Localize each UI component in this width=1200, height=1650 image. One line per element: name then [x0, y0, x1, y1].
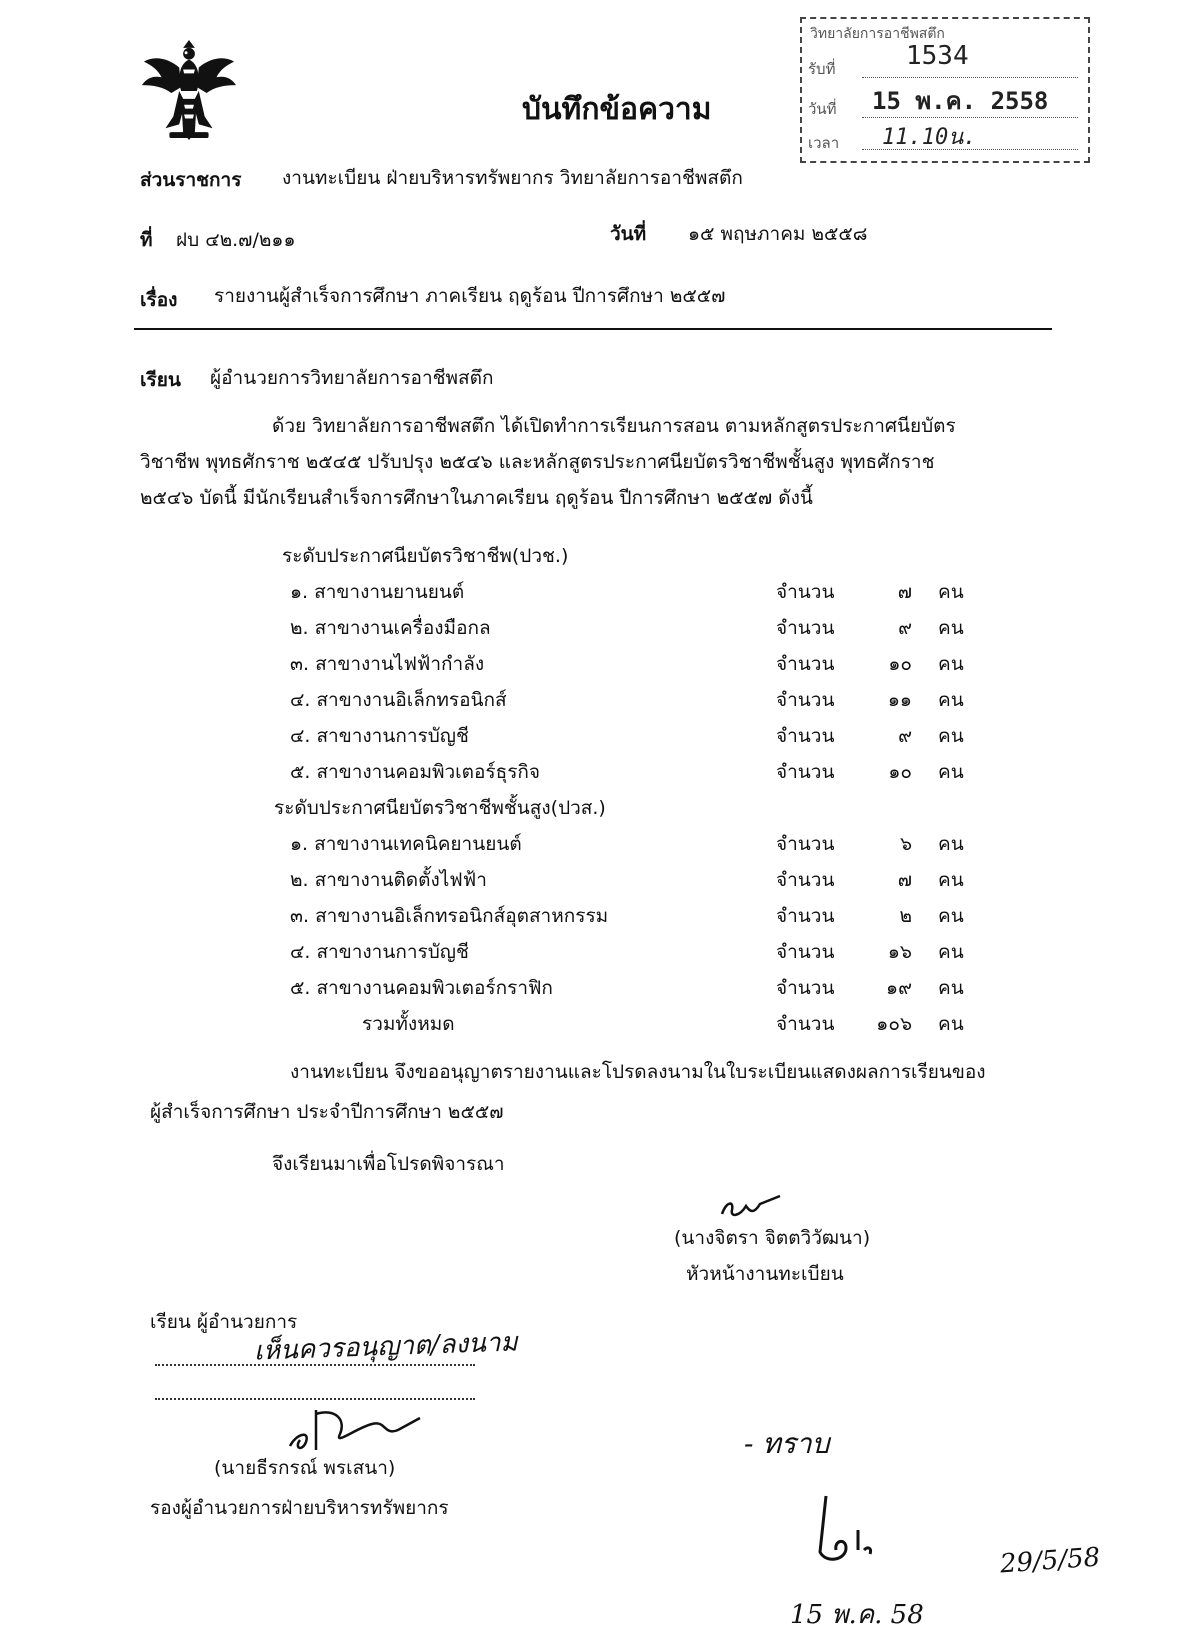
endorse-to: เรียน ผู้อำนวยการ: [150, 1311, 298, 1333]
program-name: ๒. สาขางานติดตั้งไฟฟ้า: [290, 869, 487, 891]
program-name: ๓. สาขางานอิเล็กทรอนิกส์อุตสาหกรรม: [290, 905, 609, 927]
level-heading: ระดับประกาศนียบัตรวิชาชีพ(ปวช.): [282, 545, 569, 567]
date-value: ๑๕ พฤษภาคม ๒๕๕๘: [688, 223, 868, 245]
unit-label: คน: [938, 1013, 964, 1035]
unit-label: คน: [938, 581, 964, 603]
program-count: ๙: [898, 617, 912, 639]
to-value: ผู้อำนวยการวิทยาลัยการอาชีพสตึก: [210, 367, 494, 389]
count-label: จำนวน: [776, 689, 835, 711]
program-count: ๒: [899, 905, 912, 927]
ref-value: ฝบ ๔๒.๗/๒๑๑: [176, 229, 296, 251]
program-count: ๑๖: [887, 941, 912, 963]
program-name: ๕. สาขางานคอมพิวเตอร์ธุรกิจ: [290, 761, 541, 783]
program-name: ๔. สาขางานการบัญชี: [290, 941, 469, 963]
closing-line-2: ผู้สำเร็จการศึกษา ประจำปีการศึกษา ๒๕๕๗: [150, 1101, 504, 1123]
intro-line-2: วิชาชีพ พุทธศักราช ๒๕๔๕ ปรับปรุง ๒๕๔๖ และหลักสูตรประกาศนียบัตรวิชาชีพชั้นสูง พุทธศักราช: [140, 451, 935, 473]
total-label: รวมทั้งหมด: [362, 1013, 455, 1035]
received-stamp: [800, 17, 1090, 163]
program-name: ๔. สาขางานการบัญชี: [290, 725, 469, 747]
intro-line-3: ๒๕๔๖ บัดนี้ มีนักเรียนสำเร็จการศึกษาในภาคเรียน ฤดูร้อน ปีการศึกษา ๒๕๕๗ ดังนี้: [140, 487, 813, 509]
program-count: ๑๙: [886, 977, 912, 999]
program-count: ๑๐: [888, 653, 912, 675]
unit-label: คน: [938, 761, 964, 783]
intro-line-1: ด้วย วิทยาลัยการอาชีพสตึก ได้เปิดทำการเรียนการสอน ตามหลักสูตรประกาศนียบัตร: [272, 415, 956, 437]
stamp-time-label: เวลา: [808, 134, 840, 152]
program-name: ๔. สาขางานอิเล็กทรอนิกส์: [290, 689, 507, 711]
closing-line-3: จึงเรียนมาเพื่อโปรดพิจารณา: [272, 1153, 505, 1175]
program-count: ๑๑: [887, 689, 912, 711]
total-count: ๑๐๖: [876, 1013, 912, 1035]
to-label: เรียน: [140, 369, 181, 391]
deputy-name: (นายธีรกรณ์ พรเสนา): [214, 1457, 396, 1479]
count-label: จำนวน: [776, 653, 835, 675]
stamp-date-value: 15 พ.ค. 2558: [872, 87, 1049, 115]
program-name: ๓. สาขางานไฟฟ้ากำลัง: [290, 653, 485, 675]
director-note-2: 15 พ.ค. 58: [790, 1600, 924, 1630]
program-count: ๙: [898, 725, 912, 747]
dept-label: ส่วนราชการ: [140, 169, 242, 191]
unit-label: คน: [938, 977, 964, 999]
unit-label: คน: [938, 941, 964, 963]
registrar-signature-icon: [716, 1192, 786, 1226]
unit-label: คน: [938, 869, 964, 891]
program-count: ๖: [899, 833, 912, 855]
count-label: จำนวน: [776, 905, 835, 927]
subject-label: เรื่อง: [140, 289, 178, 311]
unit-label: คน: [938, 617, 964, 639]
registrar-position: หัวหน้างานทะเบียน: [686, 1263, 844, 1285]
deputy-position: รองผู้อำนวยการฝ่ายบริหารทรัพยากร: [150, 1497, 449, 1519]
header-divider: [134, 328, 1052, 330]
closing-line-1: งานทะเบียน จึงขออนุญาตรายงานและโปรดลงนามในใบระเบียนแสดงผลการเรียนของ: [290, 1061, 986, 1083]
date-label: วันที่: [610, 223, 647, 245]
memo-title: บันทึกข้อความ: [522, 92, 712, 127]
level-heading: ระดับประกาศนียบัตรวิชาชีพชั้นสูง(ปวส.): [274, 797, 606, 819]
dotted-line-1: [155, 1364, 475, 1366]
count-label: จำนวน: [776, 977, 835, 999]
program-count: ๗: [897, 869, 912, 891]
unit-label: คน: [938, 905, 964, 927]
director-note-1: - ทราบ: [744, 1427, 830, 1460]
count-label: จำนวน: [776, 725, 835, 747]
dept-value: งานทะเบียน ฝ่ายบริหารทรัพยากร วิทยาลัยการอาชีพสตึก: [282, 167, 743, 189]
stamp-date-label: วันที่: [808, 100, 837, 118]
count-label: จำนวน: [776, 941, 835, 963]
stamp-no-value: 1534: [906, 41, 969, 71]
program-name: ๑. สาขางานเทคนิคยานยนต์: [290, 833, 522, 855]
ref-label: ที่: [140, 229, 153, 251]
unit-label: คน: [938, 653, 964, 675]
unit-label: คน: [938, 725, 964, 747]
endorse-handwritten-note: เห็นควรอนุญาต/ลงนาม: [253, 1327, 519, 1367]
unit-label: คน: [938, 833, 964, 855]
stamp-time-value: 11.10น.: [882, 125, 977, 150]
stamp-no-label: รับที่: [808, 60, 836, 78]
program-name: ๑. สาขางานยานยนต์: [290, 581, 465, 603]
unit-label: คน: [938, 689, 964, 711]
deputy-signature-icon: [276, 1400, 426, 1458]
garuda-emblem-icon: [140, 40, 238, 142]
stamp-org: วิทยาลัยการอาชีพสตึก: [810, 26, 945, 42]
count-label: จำนวน: [776, 869, 835, 891]
count-label: จำนวน: [776, 617, 835, 639]
program-name: ๒. สาขางานเครื่องมือกล: [290, 617, 491, 639]
subject-value: รายงานผู้สำเร็จการศึกษา ภาคเรียน ฤดูร้อน ปีการศึกษา ๒๕๕๗: [214, 285, 726, 307]
program-count: ๑๐: [888, 761, 912, 783]
registrar-name: (นางจิตรา จิตตวิวัฒนา): [674, 1227, 871, 1249]
count-label: จำนวน: [776, 761, 835, 783]
count-label: จำนวน: [776, 1013, 835, 1035]
director-note-3: 29/5/58: [999, 1542, 1102, 1580]
program-count: ๗: [897, 581, 912, 603]
program-name: ๕. สาขางานคอมพิวเตอร์กราฟิก: [290, 977, 553, 999]
director-signature-icon: [806, 1490, 886, 1570]
count-label: จำนวน: [776, 581, 835, 603]
count-label: จำนวน: [776, 833, 835, 855]
